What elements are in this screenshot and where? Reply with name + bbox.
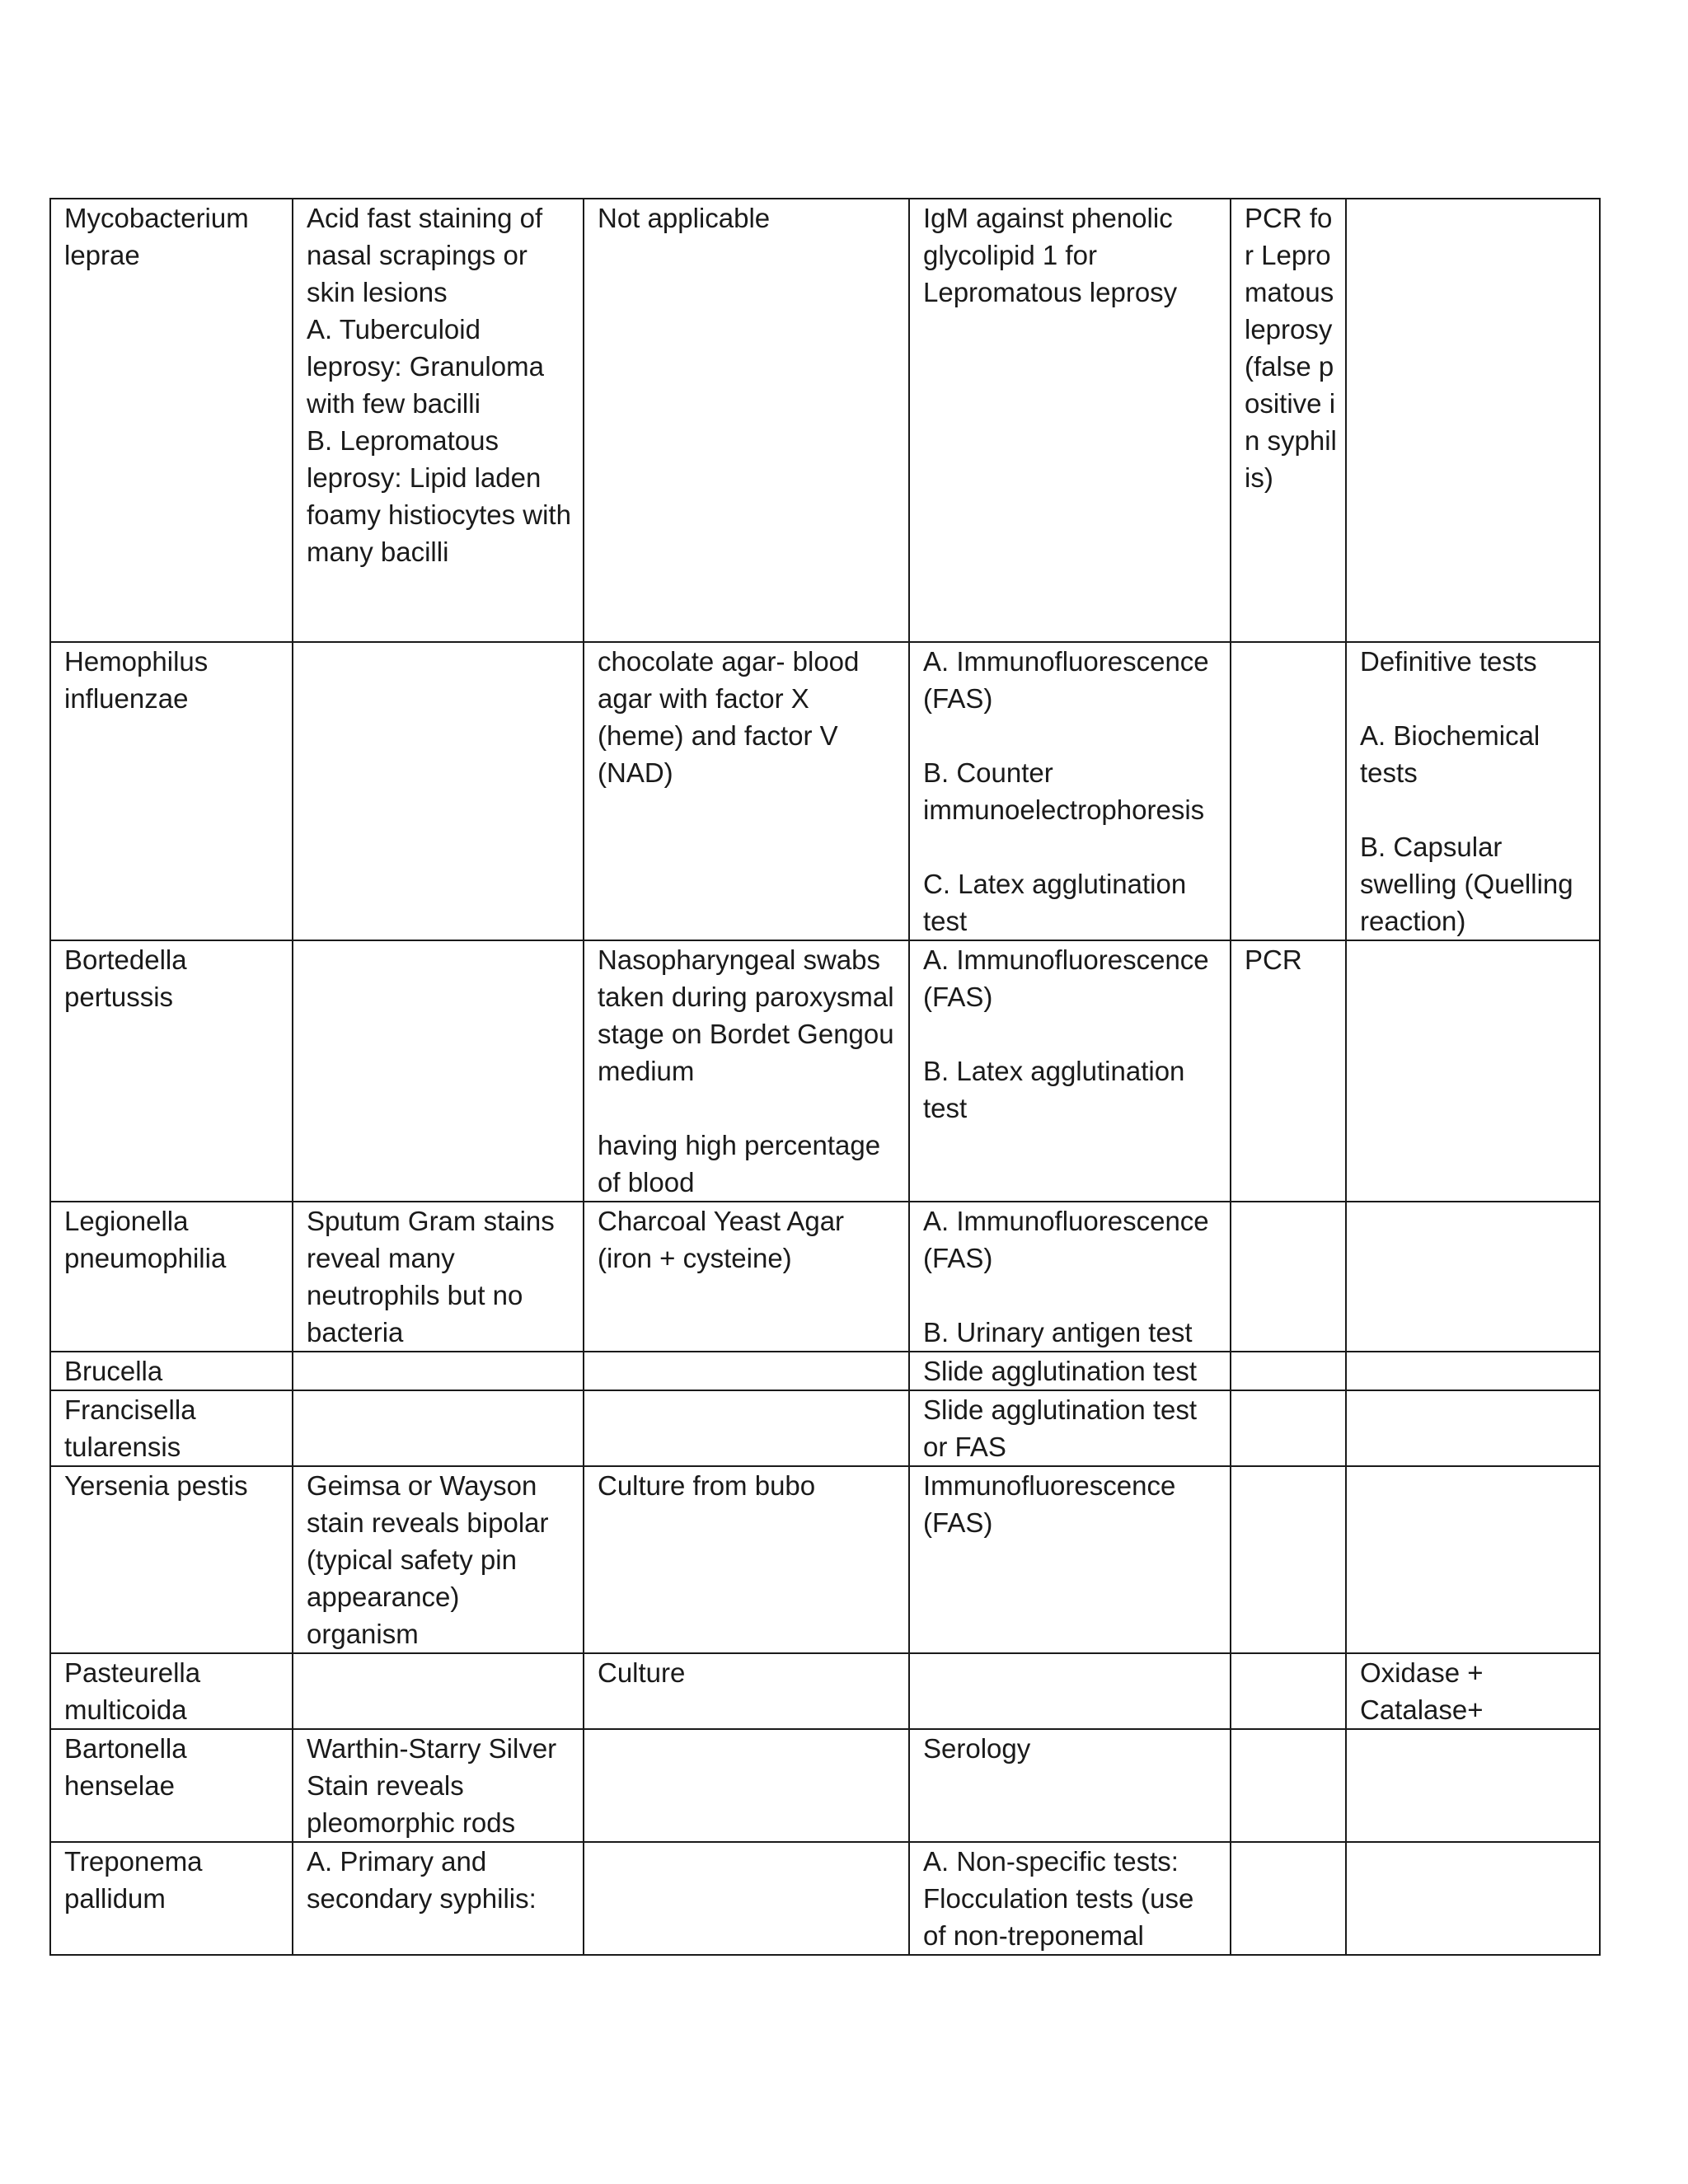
organism-cell: Brucella [50,1352,293,1390]
table-row [50,1842,1600,1955]
serology-cell: Immunofluorescence (FAS) [909,1466,1231,1653]
organism-cell: Hemophilus influenzae [50,642,293,940]
other-tests-cell [1346,1466,1600,1653]
organism-cell: Yersenia pestis [50,1466,293,1653]
microscopy-cell [293,1653,584,1729]
organism-cell: Bartonella henselae [50,1729,293,1842]
other-tests-cell [1346,940,1600,1202]
culture-cell [584,1842,909,1955]
other-tests-cell [1346,1729,1600,1842]
microscopy-cell: Geimsa or Wayson stain reveals bipolar (typical safety pin appearance) organism [293,1466,584,1653]
microscopy-cell: A. Primary and secondary syphilis: [293,1842,584,1955]
organism-cell: Pasteurella multicoida [50,1653,293,1729]
organism-cell: Bortedella pertussis [50,940,293,1202]
molecular-cell: PCR for Lepromatous leprosy (false positive in syphilis) [1231,199,1346,642]
other-tests-cell [1346,199,1600,642]
molecular-cell [1231,1202,1346,1352]
other-tests-cell [1346,1842,1600,1955]
serology-cell: A. Non-specific tests: Flocculation tests (use of non-treponemal [909,1842,1231,1955]
other-tests-cell [1346,1352,1600,1390]
other-tests-cell [1346,1390,1600,1466]
serology-cell: Slide agglutination test or FAS [909,1390,1231,1466]
culture-cell [584,1352,909,1390]
table-row [50,1390,1600,1466]
molecular-cell [1231,1390,1346,1466]
table-row [50,1653,1600,1729]
molecular-cell [1231,1653,1346,1729]
culture-cell: Culture [584,1653,909,1729]
culture-cell [584,1390,909,1466]
other-tests-cell [1346,1202,1600,1352]
serology-cell: A. Immunofluorescence (FAS) B. Latex agglutination test [909,940,1231,1202]
serology-cell: A. Immunofluorescence (FAS) B. Counter immunoelectrophoresis C. Latex agglutination test [909,642,1231,940]
microscopy-cell: Sputum Gram stains reveal many neutrophils but no bacteria [293,1202,584,1352]
serology-cell: Serology [909,1729,1231,1842]
microscopy-cell [293,642,584,940]
table-row [50,1729,1600,1842]
serology-cell: Slide agglutination test [909,1352,1231,1390]
molecular-cell [1231,642,1346,940]
organism-cell: Francisella tularensis [50,1390,293,1466]
diagnostic-table [49,198,1601,1956]
table-row [50,199,1600,642]
other-tests-cell: Oxidase + Catalase+ [1346,1653,1600,1729]
organism-cell: Mycobacterium leprae [50,199,293,642]
table-row [50,1202,1600,1352]
organism-cell: Treponema pallidum [50,1842,293,1955]
culture-cell [584,1729,909,1842]
molecular-cell [1231,1466,1346,1653]
culture-cell: Nasopharyngeal swabs taken during paroxysmal stage on Bordet Gengou medium having high percentage of blood [584,940,909,1202]
table-row [50,1352,1600,1390]
culture-cell: Culture from bubo [584,1466,909,1653]
microscopy-cell [293,1352,584,1390]
microscopy-cell: Acid fast staining of nasal scrapings or skin lesions A. Tuberculoid leprosy: Granuloma with few bacilli B. Lepromatous leprosy: Lipid laden foamy histiocytes with many bacilli [293,199,584,642]
microscopy-cell [293,1390,584,1466]
organism-cell: Legionella pneumophilia [50,1202,293,1352]
molecular-cell [1231,1842,1346,1955]
microscopy-cell: Warthin-Starry Silver Stain reveals pleomorphic rods [293,1729,584,1842]
table-row [50,642,1600,940]
serology-cell: IgM against phenolic glycolipid 1 for Lepromatous leprosy [909,199,1231,642]
culture-cell: chocolate agar- blood agar with factor X (heme) and factor V (NAD) [584,642,909,940]
other-tests-cell: Definitive tests A. Biochemical tests B. Capsular swelling (Quelling reaction) [1346,642,1600,940]
table-row [50,940,1600,1202]
molecular-cell [1231,1352,1346,1390]
table-row [50,1466,1600,1653]
serology-cell: A. Immunofluorescence (FAS) B. Urinary antigen test [909,1202,1231,1352]
microscopy-cell [293,940,584,1202]
molecular-cell: PCR [1231,940,1346,1202]
culture-cell: Charcoal Yeast Agar (iron + cysteine) [584,1202,909,1352]
culture-cell: Not applicable [584,199,909,642]
molecular-cell [1231,1729,1346,1842]
serology-cell [909,1653,1231,1729]
